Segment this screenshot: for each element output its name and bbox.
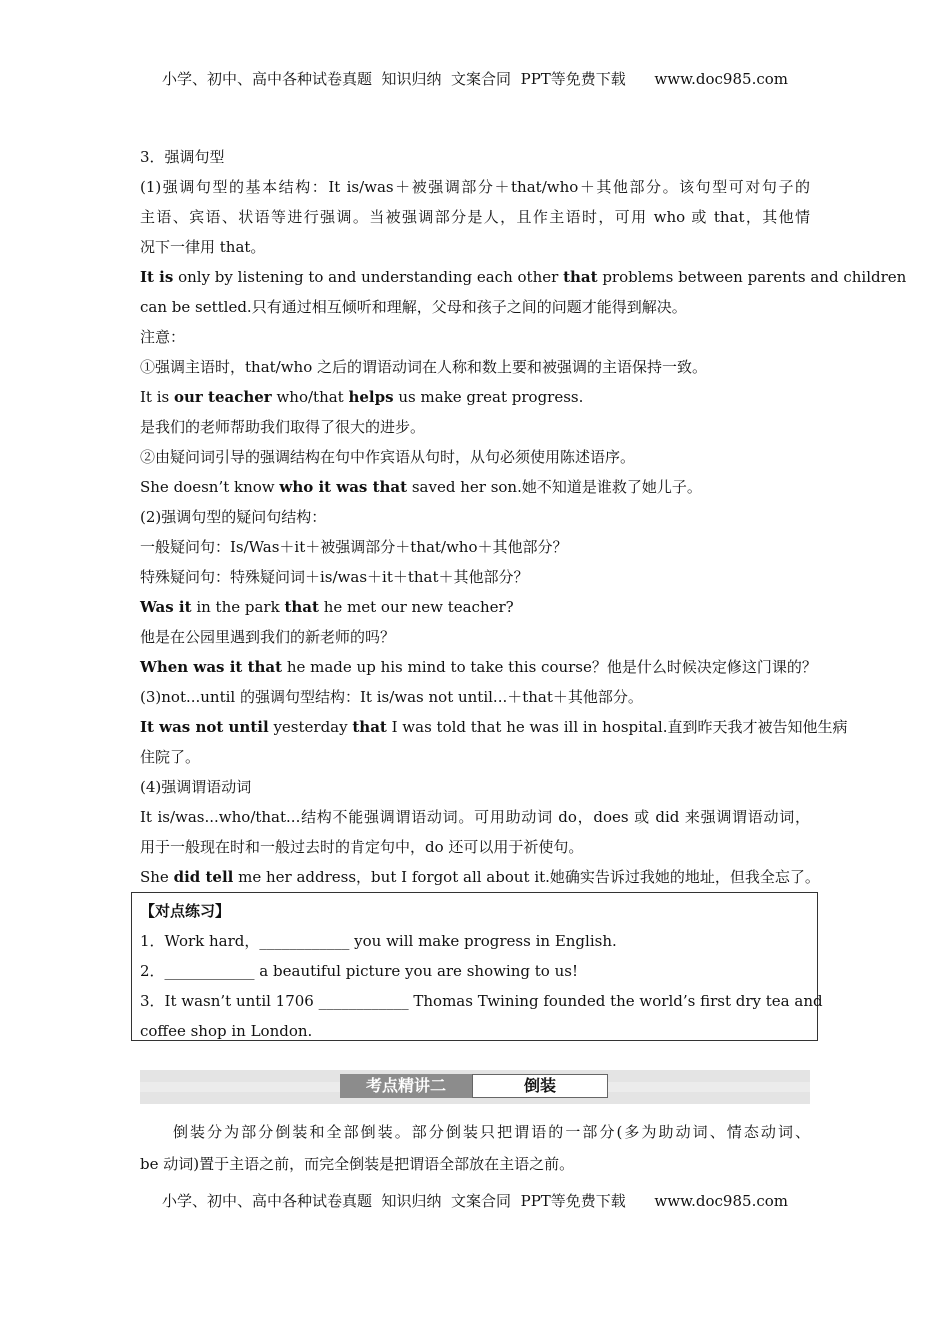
main-content xyxy=(140,142,907,892)
example-translation: 是我们的老师帮助我们取得了很大的进步。 xyxy=(140,418,426,436)
note-item: ②由疑问词引导的强调结构在句中作宾语从句时，从句必须使用陈述语序。 xyxy=(140,448,636,466)
paragraph-line: 用于一般现在时和一般过去时的肯定句中，do 还可以用于祈使句。 xyxy=(140,838,584,856)
paragraph-line: It is/was...who/that...结构不能强调谓语动词。可用助动词 do，does 或 did 来强调谓语动词， xyxy=(140,808,810,826)
practice-question: coffee shop in London. xyxy=(140,1022,313,1040)
emphasis: When was it that xyxy=(140,658,283,676)
paragraph-line: (1)强调句型的基本结构：It is/was＋被强调部分＋that/who＋其他部分。该句型可对句子的 xyxy=(140,178,810,196)
inversion-paragraph xyxy=(140,1116,810,1180)
note-item: ①强调主语时，that/who 之后的谓语动词在人称和数上要和被强调的主语保持一致。 xyxy=(140,358,708,376)
example-sentence: can be settled.只有通过相互倾听和理解，父母和孩子之间的问题才能得到解决。 xyxy=(140,298,687,316)
emphasis: who it was that xyxy=(279,478,408,496)
example-sentence: It was not until yesterday that I was told that he was ill in hospital.直到昨天我才被告知他生病 xyxy=(140,718,848,736)
section-title: 3．强调句型 xyxy=(140,148,225,166)
page-footer: 小学、初中、高中各种试卷真题 知识归纳 文案合同 PPT等免费下载 www.doc985.com xyxy=(161,1192,788,1210)
emphasis: that xyxy=(563,268,598,286)
example-sentence: It is only by listening to and understanding each other that problems between parents and children xyxy=(140,268,907,286)
example-sentence: Was it in the park that he met our new teacher? xyxy=(140,598,514,616)
example-sentence: She did tell me her address，but I forgot all about it.她确实告诉过我她的地址，但我全忘了。 xyxy=(140,868,820,886)
emphasis: that xyxy=(352,718,387,736)
paragraph-line: 一般疑问句：Is/Was＋it＋被强调部分＋that/who＋其他部分？ xyxy=(140,538,568,556)
page-header: 小学、初中、高中各种试卷真题 知识归纳 文案合同 PPT等免费下载 www.doc985.com xyxy=(161,70,788,88)
emphasis: It is xyxy=(140,268,174,286)
practice-title: 【对点练习】 xyxy=(140,902,231,920)
subsection-title: (2)强调句型的疑问句结构： xyxy=(140,508,327,526)
practice-question: 2．____________ a beautiful picture you are showing to us! xyxy=(140,962,578,980)
practice-question: 1．Work hard，____________ you will make progress in English. xyxy=(140,932,617,950)
subsection-title: (3)not...until 的强调句型结构：It is/was not until...＋that＋其他部分。 xyxy=(140,688,643,706)
section-banner xyxy=(140,1070,810,1104)
emphasis: our teacher xyxy=(173,388,272,406)
paragraph-line: 主语、宾语、状语等进行强调。当被强调部分是人，且作主语时，可用 who 或 that，其他情 xyxy=(140,208,810,226)
example-translation: 他是在公园里遇到我们的新老师的吗？ xyxy=(140,628,396,646)
emphasis: did tell xyxy=(173,868,234,886)
banner-topic: 倒装 xyxy=(472,1074,608,1098)
paragraph-line: be 动词)置于主语之前，而完全倒装是把谓语全部放在主语之前。 xyxy=(140,1155,575,1173)
emphasis: that xyxy=(284,598,319,616)
emphasis: helps xyxy=(348,388,394,406)
paragraph-line: 特殊疑问句：特殊疑问词＋is/was＋it＋that＋其他部分？ xyxy=(140,568,529,586)
emphasis: Was it xyxy=(140,598,192,616)
practice-box xyxy=(131,892,823,1041)
emphasis: It was not until xyxy=(140,718,269,736)
example-sentence: She doesn’t know who it was that saved her son.她不知道是谁救了她儿子。 xyxy=(140,478,702,496)
example-sentence: 住院了。 xyxy=(140,748,201,766)
banner-label: 考点精讲二 xyxy=(340,1074,472,1098)
paragraph-line: 倒装分为部分倒装和全部倒装。部分倒装只把谓语的一部分(多为助动词、情态动词、 xyxy=(173,1123,810,1141)
example-sentence: When was it that he made up his mind to take this course？他是什么时候决定修这门课的？ xyxy=(140,658,817,676)
subsection-title: (4)强调谓语动词 xyxy=(140,778,252,796)
example-sentence: It is our teacher who/that helps us make great progress. xyxy=(140,388,584,406)
note-label: 注意： xyxy=(140,328,186,346)
practice-question: 3．It wasn’t until 1706 ____________ Thomas Twining founded the world’s first dry tea and xyxy=(140,992,823,1010)
paragraph-line: 况下一律用 that。 xyxy=(140,238,266,256)
